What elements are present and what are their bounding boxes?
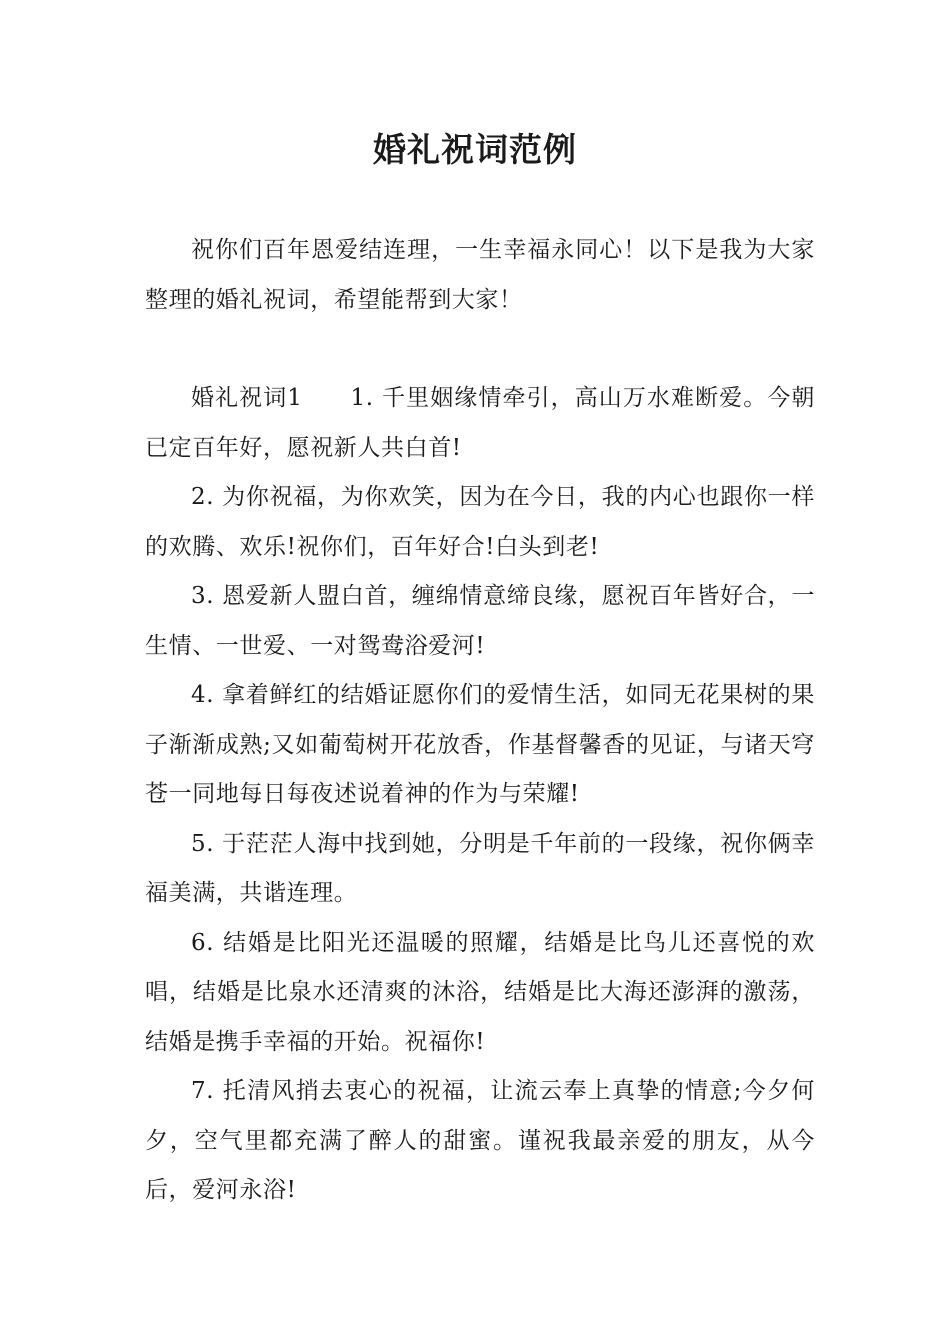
section-heading: 婚礼祝词1 <box>191 385 303 411</box>
blessing-item-6: 6. 结婚是比阳光还温暖的照耀，结婚是比鸟儿还喜悦的欢唱，结婚是比泉水还清爽的沐浴，结婚是比大海还澎湃的激荡，结婚是携手幸福的开始。祝福你! <box>145 929 815 1055</box>
blessing-text: 1. 千里姻缘情牵引，高山万水难断爱。今朝已定百年好，愿祝新人共白首! <box>145 385 815 461</box>
blessing-item-1 <box>145 374 815 473</box>
blessing-item-5: 5. 于茫茫人海中找到她，分明是千年前的一段缘，祝你俩幸福美满，共谐连理。 <box>145 830 815 906</box>
blessing-item-4: 4. 拿着鲜红的结婚证愿你们的爱情生活，如同无花果树的果子渐渐成熟;又如葡萄树开花放香，作基督馨香的见证，与诸天穹苍一同地每日每夜述说着神的作为与荣耀! <box>145 682 815 807</box>
page-title: 婚礼祝词范例 <box>373 130 577 169</box>
blessing-item-2: 2. 为你祝福，为你欢笑，因为在今日，我的内心也跟你一样的欢腾、欢乐!祝你们，百年好合!白头到老! <box>145 484 815 560</box>
blessing-item-3: 3. 恩爱新人盟白首，缠绵情意缔良缘，愿祝百年皆好合，一生情、一世爱、一对鸳鸯浴爱河! <box>145 583 815 659</box>
intro-paragraph: 祝你们百年恩爱结连理，一生幸福永同心！以下是我为大家整理的婚礼祝词，希望能帮到大家！ <box>145 237 815 313</box>
document-body <box>145 226 815 1216</box>
blessing-item-7: 7. 托清风捎去衷心的祝福，让流云奉上真挚的情意;今夕何夕，空气里都充满了醉人的甜蜜。谨祝我最亲爱的朋友，从今后，爱河永浴! <box>145 1078 815 1203</box>
